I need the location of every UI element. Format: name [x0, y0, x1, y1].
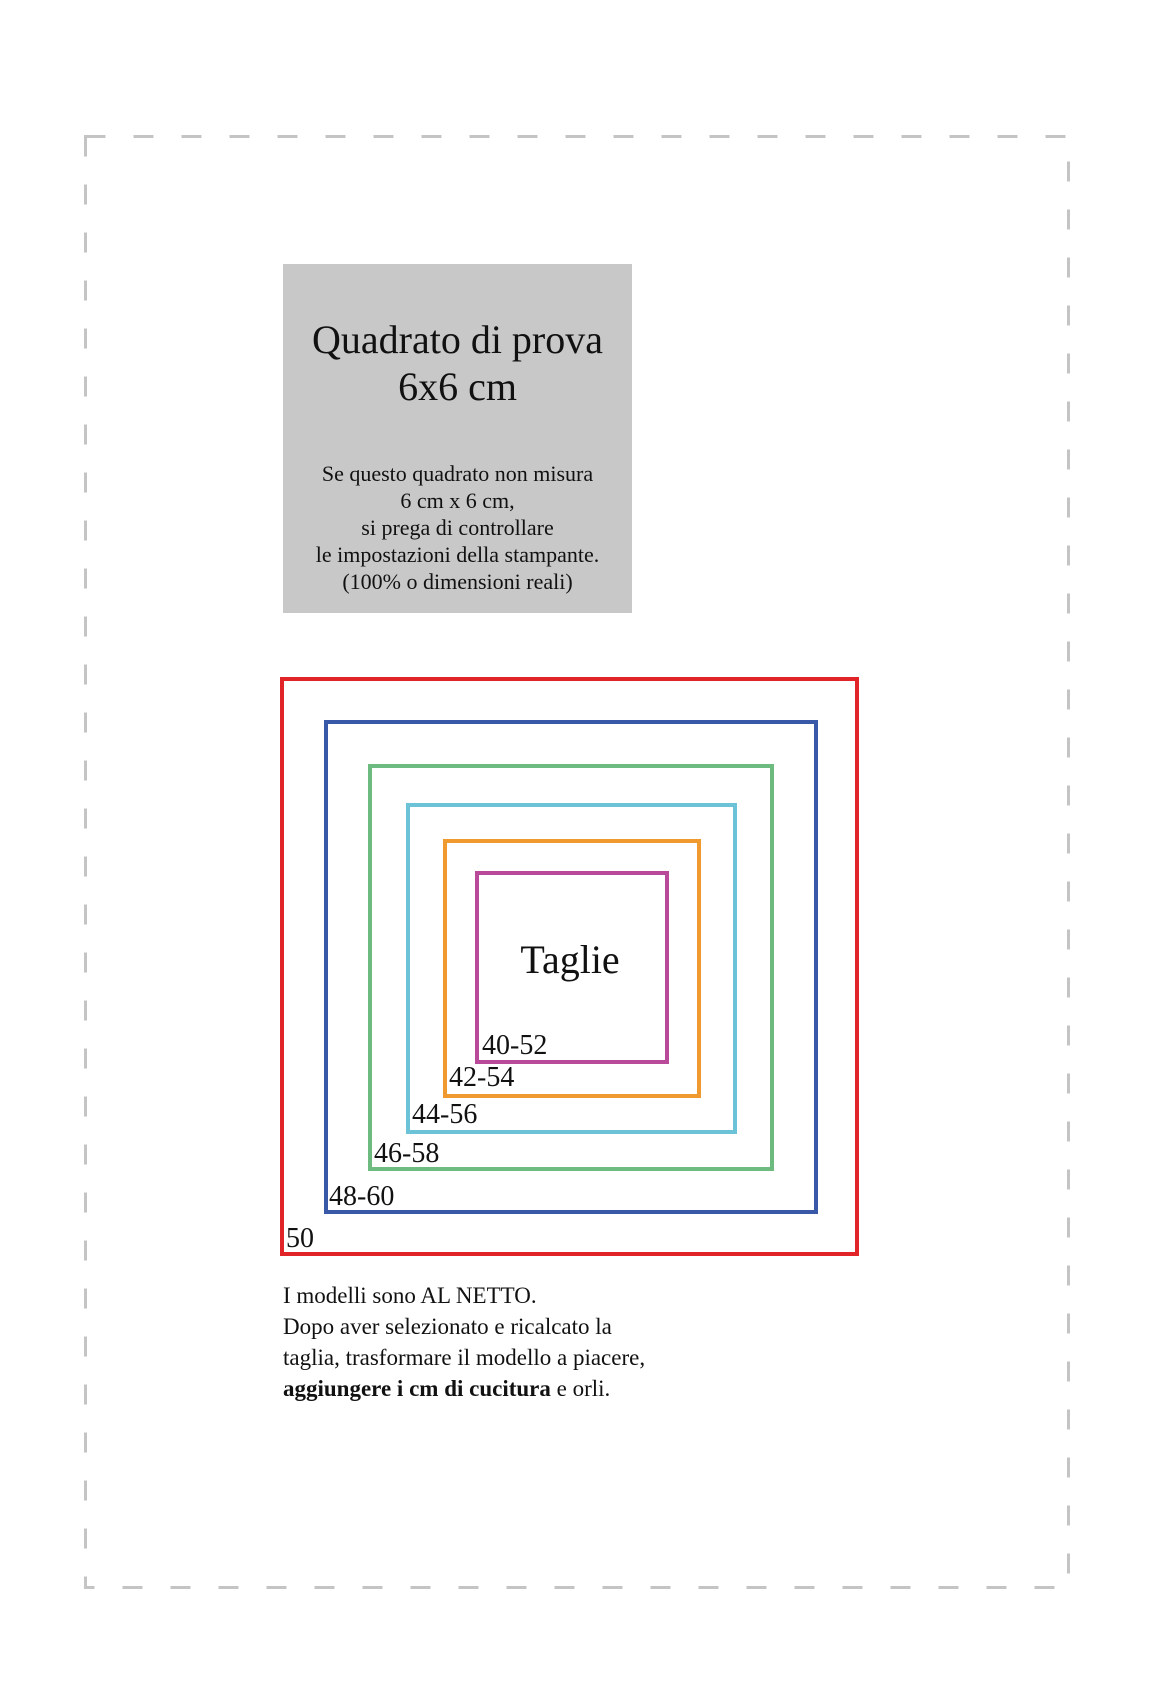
instructions-line: [283, 1373, 783, 1404]
test-square-note-line: le impostazioni della stampante.: [315, 542, 600, 567]
test-square-note-line: Se questo quadrato non misura: [321, 461, 594, 486]
test-square: [283, 264, 632, 613]
size-label-44-56: 44-56: [412, 1099, 478, 1130]
test-square-title-line-2: 6x6 cm: [398, 364, 517, 409]
test-square-note-line: si prega di controllare: [361, 515, 554, 540]
instructions-line: I modelli sono AL NETTO.: [283, 1283, 537, 1308]
seam-allowance-emphasis: aggiungere i cm di cucitura: [283, 1376, 551, 1401]
size-label-50: 50: [286, 1223, 314, 1254]
test-square-note: [283, 460, 632, 595]
sizes-title: Taglie: [520, 937, 620, 982]
instructions-line: Dopo aver selezionato e ricalcato la: [283, 1314, 612, 1339]
size-label-48-60: 48-60: [329, 1181, 395, 1212]
test-square-note-line: (100% o dimensioni reali): [342, 569, 573, 594]
size-label-42-54: 42-54: [449, 1062, 515, 1093]
test-square-title-line-1: Quadrato di prova: [311, 317, 603, 362]
test-square-note-line: 6 cm x 6 cm,: [400, 488, 515, 513]
size-label-46-58: 46-58: [374, 1138, 440, 1169]
test-square-title: [283, 316, 632, 410]
size-label-40-52: 40-52: [482, 1030, 548, 1061]
instructions-line-end: e orli.: [550, 1376, 611, 1401]
instructions-line: taglia, trasformare il modello a piacere,: [283, 1345, 646, 1370]
instructions-note: [283, 1280, 783, 1404]
